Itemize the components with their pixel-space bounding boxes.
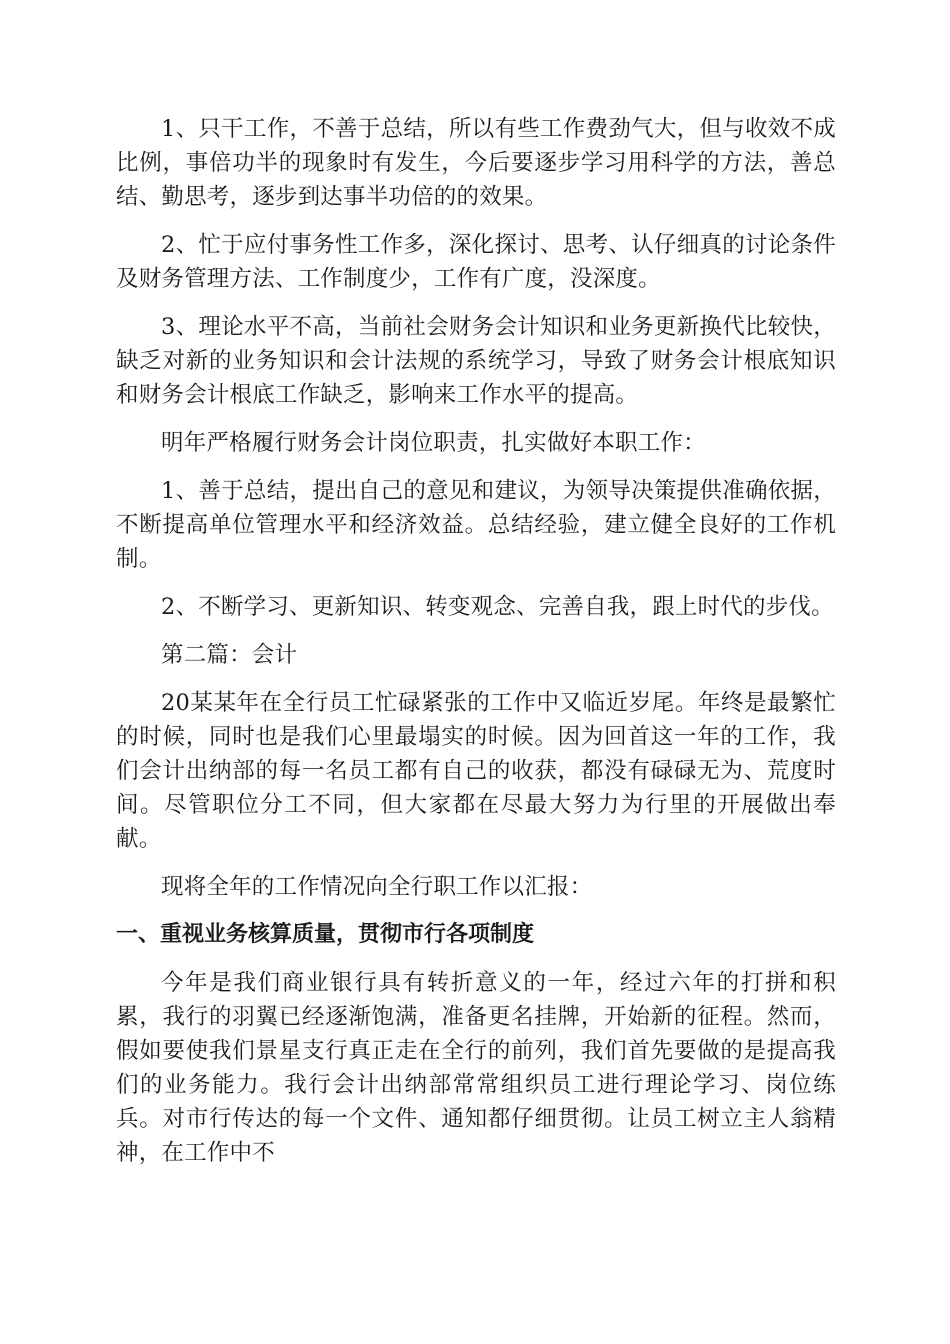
paragraph-shortcoming-3: 3、理论水平不高，当前社会财务会计知识和业务更新换代比较快，缺乏对新的业务知识和会计法规的系统学习，导致了财务会计根底知识和财务会计根底工作缺乏，影响来工作水平的提高。 <box>116 314 836 408</box>
section-title-part-two: 第二篇：会计 <box>161 642 298 668</box>
paragraph-shortcoming-2: 2、忙于应付事务性工作多，深化探讨、思考、认仔细真的讨论条件及财务管理方法、工作制度少，工作有广度，没深度。 <box>116 232 836 292</box>
paragraph-plan-2: 2、不断学习、更新知识、转变观念、完善自我，跟上时代的步伐。 <box>161 594 834 620</box>
paragraph-bank-transition: 今年是我们商业银行具有转折意义的一年，经过六年的打拼和积累，我行的羽翼已经逐渐饱满，准备更名挂牌，开始新的征程。然而，假如要使我们景星支行真正走在全行的前列，我们首先要做的是提高我们的业务能力。我行会计出纳部常常组织员工进行理论学习、岗位练兵。对市行传达的每一个文件、通知都仔细贯彻。让员工树立主人翁精神，在工作中不 <box>116 970 836 1166</box>
paragraph-report-intro: 现将全年的工作情况向全行职工作以汇报： <box>161 874 593 900</box>
paragraph-year-review: 20某某年在全行员工忙碌紧张的工作中又临近岁尾。年终是最繁忙的时候，同时也是我们心里最塌实的时候。因为回首这一年的工作，我们会计出纳部的每一名员工都有自己的收获，都没有碌碌无为、荒度时间。尽管职位分工不同，但大家都在尽最大努力为行里的开展做出奉献。 <box>116 690 836 852</box>
paragraph-shortcoming-1: 1、只干工作，不善于总结，所以有些工作费劲气大，但与收效不成比例，事倍功半的现象时有发生，今后要逐步学习用科学的方法，善总结、勤思考，逐步到达事半功倍的的效果。 <box>116 116 836 210</box>
paragraph-plan-1: 1、善于总结，提出自己的意见和建议，为领导决策提供准确依据，不断提高单位管理水平和经济效益。总结经验，建立健全良好的工作机制。 <box>116 478 836 572</box>
document-page <box>116 112 836 1184</box>
section-heading-1: 一、重视业务核算质量，贯彻市行各项制度 <box>116 922 535 947</box>
paragraph-next-year-intro: 明年严格履行财务会计岗位职责，扎实做好本职工作： <box>161 430 706 456</box>
